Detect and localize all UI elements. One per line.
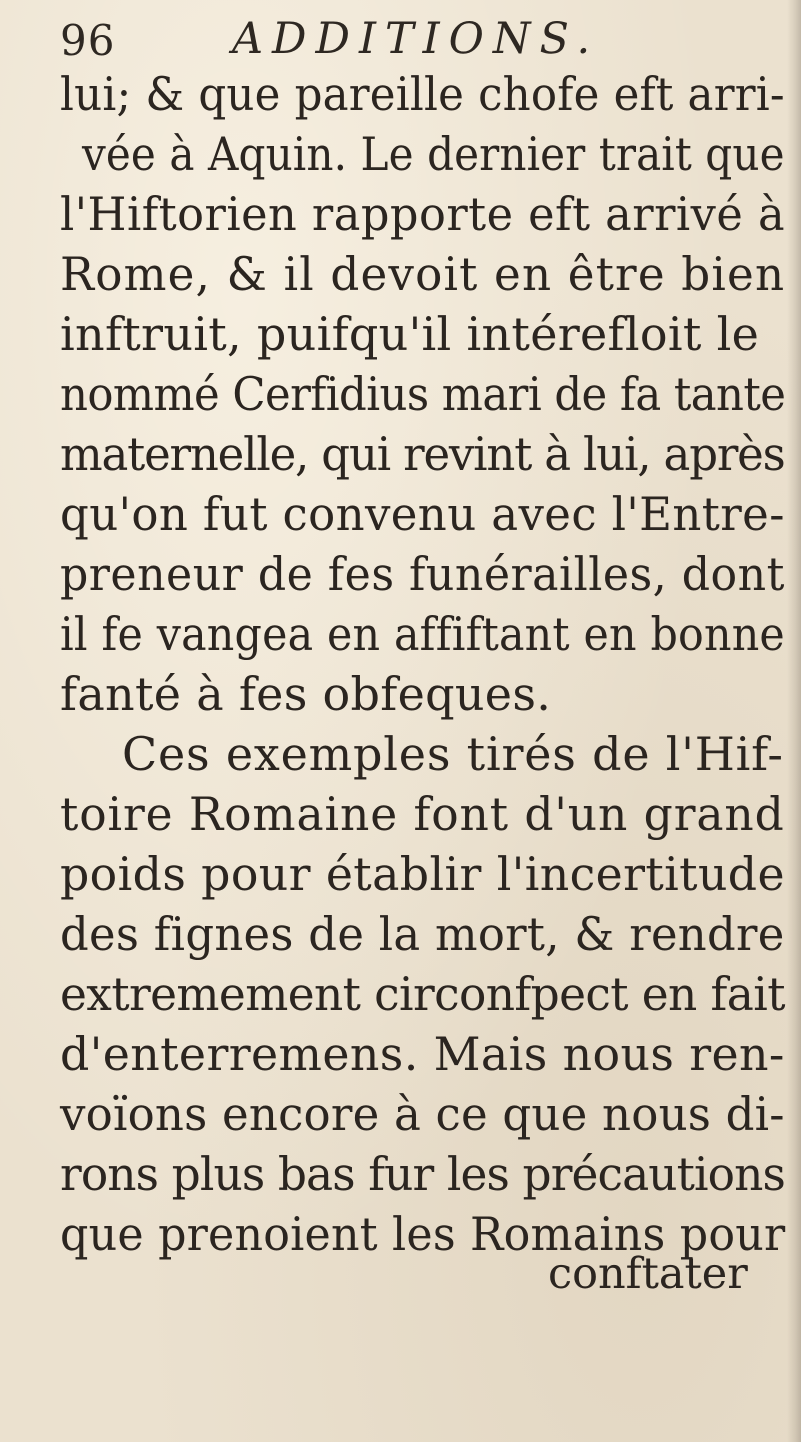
- text-line: preneur de fes funérailles, dont: [60, 547, 785, 601]
- text-line: l'Hiftorien rapporte eft arrivé à: [60, 187, 786, 241]
- text-line: vée à Aquin. Le dernier trait que: [82, 127, 785, 181]
- text-line: que prenoient les Romains pour: [60, 1207, 786, 1261]
- text-line: il fe vangea en affiftant en bonne: [60, 607, 785, 661]
- text-line: inftruit, puifqu'il intérefloit le: [60, 307, 760, 361]
- text-line: maternelle, qui revint à lui, après: [60, 427, 785, 481]
- text-line: qu'on fut convenu avec l'Entre-: [60, 487, 785, 541]
- text-line: voïons encore à ce que nous di-: [60, 1087, 785, 1141]
- text-line: Ces exemples tirés de l'Hif-: [122, 727, 784, 781]
- text-line: lui; & que pareille chofe eft arri-: [60, 67, 785, 121]
- text-line: extremement circonfpect en fait: [60, 967, 785, 1021]
- text-line: rons plus bas fur les précautions: [60, 1147, 785, 1201]
- page-number: 96: [60, 16, 116, 65]
- page-edge-shadow: [787, 0, 801, 1442]
- catchword: conftater: [548, 1249, 748, 1299]
- text-line: nommé Cerfidius mari de fa tante: [60, 367, 786, 421]
- text-line: des fignes de la mort, & rendre: [60, 907, 785, 961]
- running-head: ADDITIONS.: [232, 14, 600, 64]
- text-line: toire Romaine font d'un grand: [60, 787, 785, 841]
- page-header: [0, 12, 801, 72]
- text-line: poids pour établir l'incertitude: [60, 847, 785, 901]
- text-line: fanté à fes obfeques.: [60, 667, 552, 721]
- text-line: d'enterremens. Mais nous ren-: [60, 1027, 785, 1081]
- text-line: Rome, & il devoit en être bien: [60, 247, 786, 301]
